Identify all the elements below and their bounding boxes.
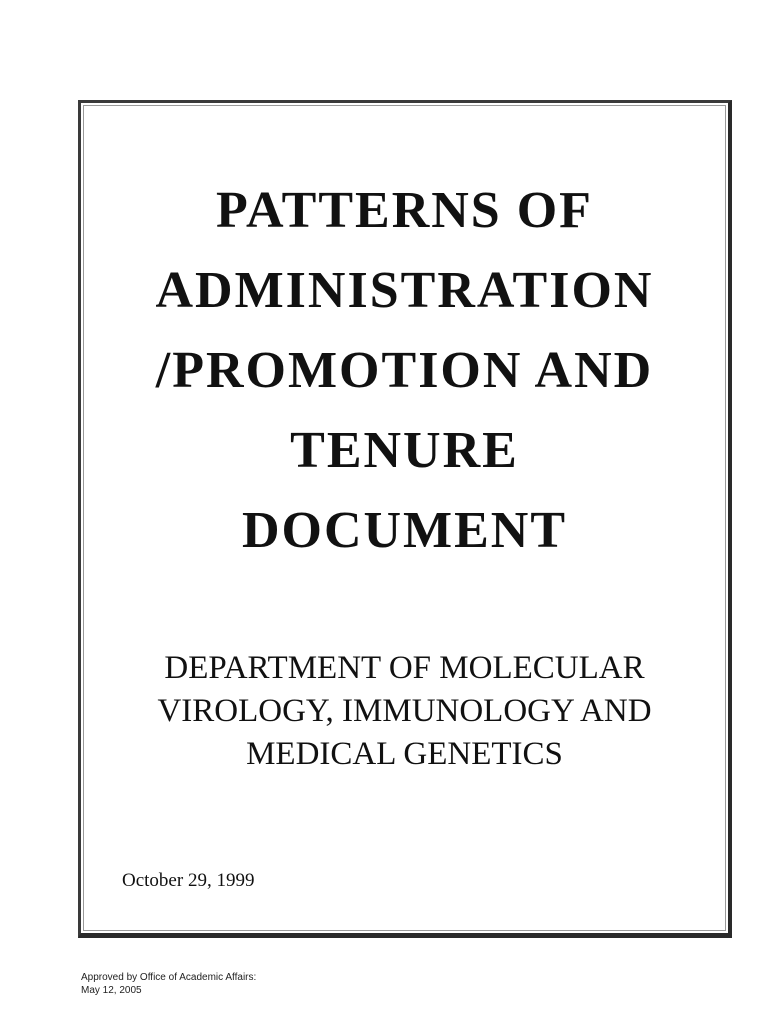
department-line: MEDICAL GENETICS <box>246 736 563 772</box>
approval-note <box>81 971 256 997</box>
department-line: VIROLOGY, IMMUNOLOGY AND <box>157 693 652 729</box>
document-title <box>81 171 728 571</box>
title-line: /PROMOTION AND <box>155 342 654 399</box>
title-line: TENURE <box>290 422 519 479</box>
document-date: October 29, 1999 <box>122 870 255 891</box>
title-line: DOCUMENT <box>241 502 568 559</box>
cover-frame <box>78 100 732 938</box>
title-line: ADMINISTRATION <box>155 262 654 319</box>
approval-line: Approved by Office of Academic Affairs: <box>81 972 257 983</box>
approval-date: May 12, 2005 <box>81 985 142 996</box>
department-line: DEPARTMENT OF MOLECULAR <box>164 650 645 686</box>
department-name <box>81 647 728 776</box>
title-line: PATTERNS OF <box>216 182 593 239</box>
